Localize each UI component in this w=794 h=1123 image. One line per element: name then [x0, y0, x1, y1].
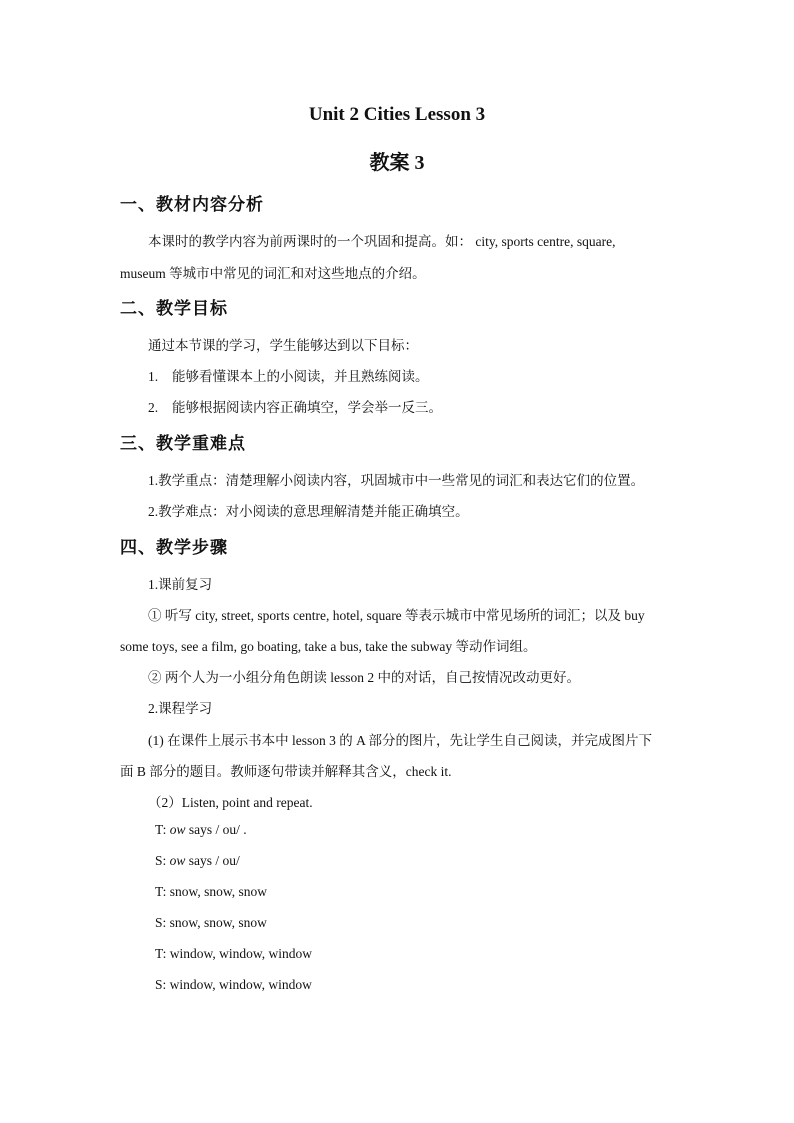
phonics-letters: ow — [169, 853, 186, 868]
objective-number: 1. — [148, 369, 159, 384]
section2-heading: 二、教学目标 — [120, 299, 228, 318]
speaker-label: S: — [155, 853, 170, 868]
speaker-label: T: — [155, 822, 170, 837]
difficult-point: 2.教学难点：对小阅读的意思理解清楚并能正确填空。 — [148, 504, 469, 519]
step2-item-a-line2: 面 B 部分的题目。教师逐句带读并解释其含义，check it. — [120, 764, 452, 779]
section3-heading: 三、教学重难点 — [120, 434, 246, 453]
step2-item-b: （2）Listen, point and repeat. — [148, 795, 313, 810]
section1-para-line1: 本课时的教学内容为前两课时的一个巩固和提高。如： city, sports centre, square, — [148, 234, 616, 249]
document-title: Unit 2 Cities Lesson 3 — [308, 104, 486, 125]
section1-para-line2: museum 等城市中常见的词汇和对这些地点的介绍。 — [120, 266, 426, 281]
objective-item — [148, 365, 429, 385]
step1-item-a-line1: ① 听写 city, street, sports centre, hotel, square 等表示城市中常见场所的词汇；以及 buy — [148, 608, 645, 623]
dialogue-line — [155, 853, 240, 869]
step2-title: 2.课程学习 — [148, 701, 213, 716]
objective-number: 2. — [148, 400, 159, 415]
dialogue-line: T: snow, snow, snow — [155, 884, 267, 899]
dialogue-line: S: snow, snow, snow — [155, 915, 267, 930]
step1-item-a-line2: some toys, see a film, go boating, take a bus, take the subway 等动作词组。 — [120, 639, 537, 654]
step2-item-a-line1: (1) 在课件上展示书本中 lesson 3 的 A 部分的图片，先让学生自己阅读，并完成图片下 — [148, 733, 652, 748]
dialogue-line: T: window, window, window — [155, 946, 312, 961]
objective-text: 能够看懂课本上的小阅读，并且熟练阅读。 — [172, 369, 429, 384]
section4-heading: 四、教学步骤 — [120, 538, 228, 557]
dialogue-line: S: window, window, window — [155, 977, 312, 992]
key-point: 1.教学重点：清楚理解小阅读内容，巩固城市中一些常见的词汇和表达它们的位置。 — [148, 473, 645, 488]
dialogue-text: says / ou/ — [185, 853, 240, 868]
dialogue-line — [155, 822, 247, 838]
document-subtitle: 教案 3 — [369, 152, 425, 174]
dialogue-text: says / ou/ . — [185, 822, 247, 837]
objective-item — [148, 396, 442, 416]
step1-title: 1.课前复习 — [148, 577, 213, 592]
step1-item-b: ② 两个人为一小组分角色朗读 lesson 2 中的对话，自己按情况改动更好。 — [148, 670, 580, 685]
objective-text: 能够根据阅读内容正确填空，学会举一反三。 — [172, 400, 442, 415]
section2-intro: 通过本节课的学习，学生能够达到以下目标： — [148, 338, 418, 353]
phonics-letters: ow — [169, 822, 186, 837]
section1-heading: 一、教材内容分析 — [120, 195, 264, 214]
